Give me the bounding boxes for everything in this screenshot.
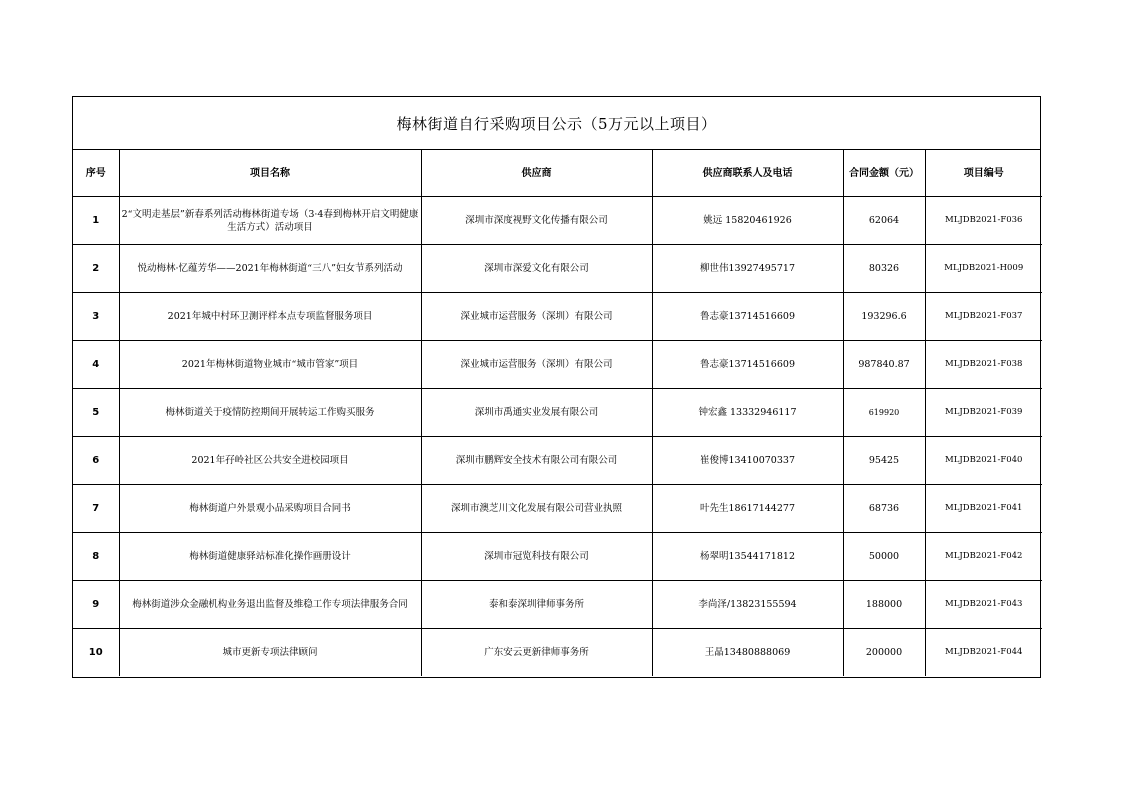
header-amount: 合同金额（元）	[843, 150, 925, 197]
procurement-sheet	[72, 96, 1041, 678]
row-supplier: 深圳市深度视野文化传播有限公司	[421, 197, 652, 245]
row-amount: 188000	[843, 581, 925, 629]
row-idx: 3	[73, 293, 119, 341]
row-amount: 619920	[843, 389, 925, 437]
row-supplier: 深圳市鹏辉安全技术有限公司有限公司	[421, 437, 652, 485]
table-row	[73, 197, 1042, 245]
table-row	[73, 581, 1042, 629]
row-project-code: MLJDB2021-F044	[945, 647, 1023, 657]
procurement-table	[73, 150, 1042, 676]
row-supplier: 深业城市运营服务（深圳）有限公司	[421, 341, 652, 389]
table-row	[73, 533, 1042, 581]
row-supplier: 广东安云更新律师事务所	[421, 629, 652, 677]
table-row	[73, 341, 1042, 389]
row-contact: 叶先生18617144277	[652, 485, 843, 533]
row-project-code: MLJDB2021-F037	[925, 293, 1042, 341]
row-idx: 9	[73, 581, 119, 629]
row-amount: 80326	[843, 245, 925, 293]
row-idx: 7	[73, 485, 119, 533]
row-contact: 钟宏鑫 13332946117	[652, 389, 843, 437]
row-supplier: 深业城市运营服务（深圳）有限公司	[421, 293, 652, 341]
row-contact: 鲁志豪13714516609	[652, 341, 843, 389]
sheet-title: 梅林街道自行采购项目公示（5万元以上项目）	[73, 97, 1040, 150]
table-row	[73, 485, 1042, 533]
row-project-code: MLJDB2021-F041	[925, 485, 1042, 533]
row-project-name: 悦动梅林·忆蕴芳华——2021年梅林街道“三八”妇女节系列活动	[119, 245, 421, 293]
table-row	[73, 389, 1042, 437]
row-project-name: 2021年孖岭社区公共安全进校园项目	[119, 437, 421, 485]
row-project-code: MLJDB2021-F042	[925, 533, 1042, 581]
row-project-code: MLJDB2021-F036	[925, 197, 1042, 245]
row-idx: 4	[73, 341, 119, 389]
row-amount: 50000	[843, 533, 925, 581]
row-contact: 王晶13480888069	[652, 629, 843, 677]
row-project-code: MLJDB2021-F043	[925, 581, 1042, 629]
row-idx: 6	[73, 437, 119, 485]
row-project-code: MLJDB2021-F040	[925, 437, 1042, 485]
row-project-name: 2021年梅林街道物业城市“城市管家”项目	[119, 341, 421, 389]
row-idx: 5	[73, 389, 119, 437]
row-amount: 193296.6	[843, 293, 925, 341]
table-row	[73, 245, 1042, 293]
row-project-name: 梅林街道健康驿站标准化操作画册设计	[119, 533, 421, 581]
row-idx: 2	[73, 245, 119, 293]
row-project-code: MLJDB2021-F038	[925, 341, 1042, 389]
header-contact: 供应商联系人及电话	[652, 150, 843, 197]
row-idx: 8	[73, 533, 119, 581]
row-amount: 200000	[843, 629, 925, 677]
row-project-code: MLJDB2021-H009	[925, 245, 1042, 293]
header-project-name: 项目名称	[119, 150, 421, 197]
header-project-code: 项目编号	[925, 150, 1042, 197]
row-contact: 鲁志豪13714516609	[652, 293, 843, 341]
row-project-code: MLJDB2021-F039	[925, 389, 1042, 437]
row-project-name: 2021年城中村环卫测评样本点专项监督服务项目	[119, 293, 421, 341]
row-amount: 987840.87	[843, 341, 925, 389]
row-amount: 95425	[843, 437, 925, 485]
row-idx: 10	[73, 629, 119, 677]
row-idx: 1	[73, 197, 119, 245]
row-supplier: 泰和泰深圳律师事务所	[421, 581, 652, 629]
table-row	[73, 437, 1042, 485]
table-header-row	[73, 150, 1042, 197]
header-supplier: 供应商	[421, 150, 652, 197]
row-supplier: 深圳市深爱文化有限公司	[421, 245, 652, 293]
row-contact: 柳世伟13927495717	[652, 245, 843, 293]
row-contact: 崔俊博13410070337	[652, 437, 843, 485]
row-supplier: 深圳市澳芝川文化发展有限公司营业执照	[421, 485, 652, 533]
header-idx: 序号	[73, 150, 119, 197]
row-contact: 姚远 15820461926	[652, 197, 843, 245]
table-row	[73, 629, 1042, 677]
row-project-name: 梅林街道户外景观小品采购项目合同书	[119, 485, 421, 533]
row-contact: 杨翠明13544171812	[652, 533, 843, 581]
row-project-name: 城市更新专项法律顾问	[119, 629, 421, 677]
row-amount: 68736	[843, 485, 925, 533]
row-supplier: 深圳市冠览科技有限公司	[421, 533, 652, 581]
row-project-name: 梅林街道涉众金融机构业务退出监督及维稳工作专项法律服务合同	[119, 581, 421, 629]
row-supplier: 深圳市禹通实业发展有限公司	[421, 389, 652, 437]
row-contact: 李尚泽/13823155594	[652, 581, 843, 629]
row-project-name: 梅林街道关于疫情防控期间开展转运工作购买服务	[119, 389, 421, 437]
row-project-name: 2“文明走基层”新春系列活动梅林街道专场（3·4春到梅林开启文明健康生活方式）活动项目	[119, 197, 421, 245]
table-row	[73, 293, 1042, 341]
row-amount: 62064	[843, 197, 925, 245]
